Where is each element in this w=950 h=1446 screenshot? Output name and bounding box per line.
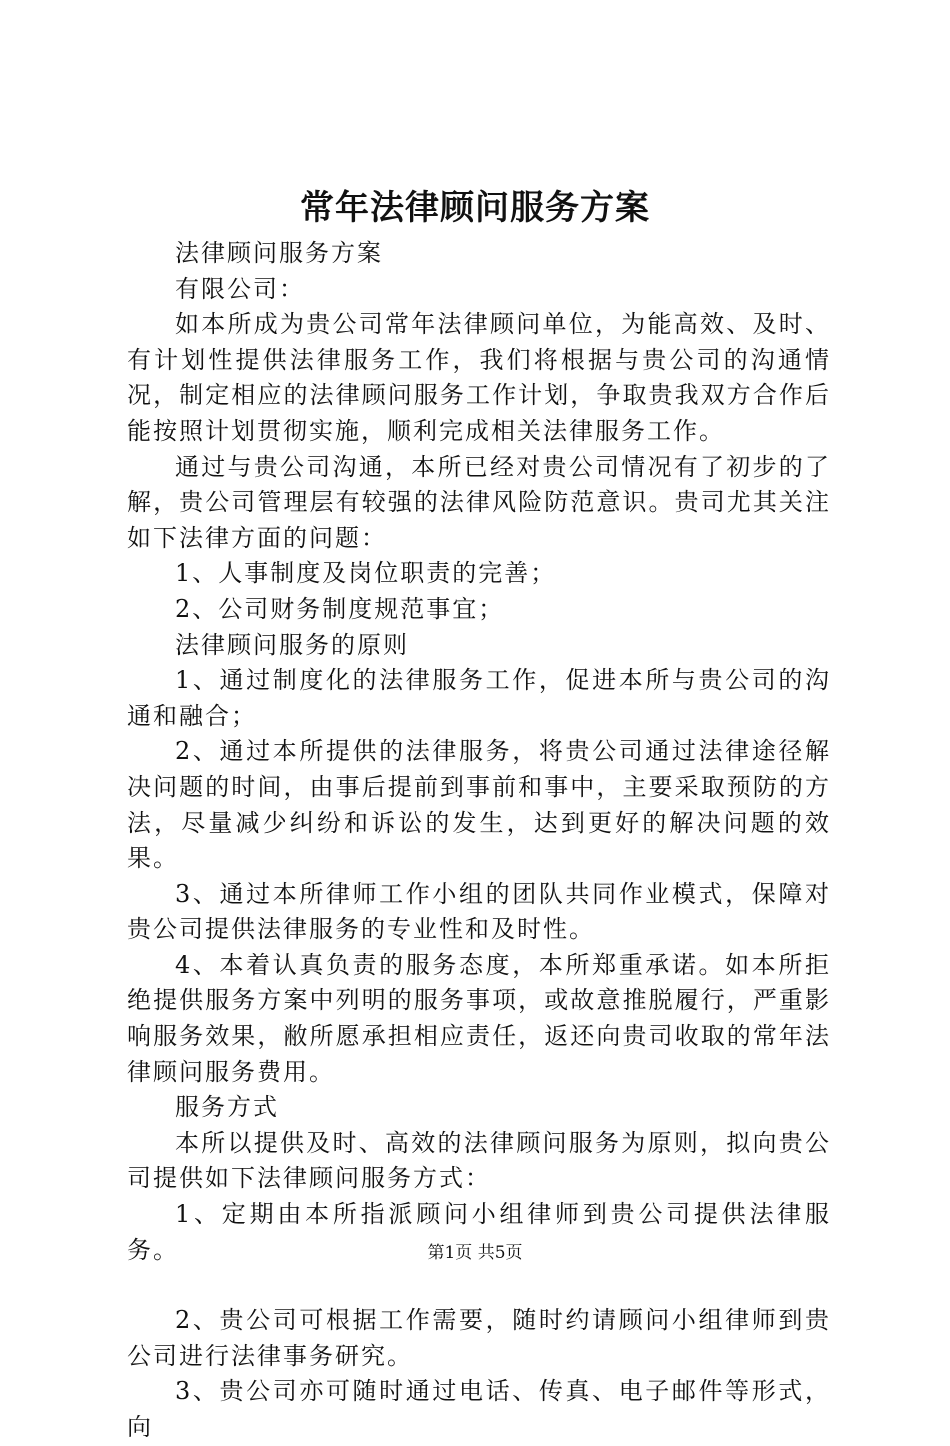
document-title: 常年法律顾问服务方案 (300, 188, 650, 228)
list-item-principle-1: 1、通过制度化的法律服务工作，促进本所与贵公司的沟通和融合； (127, 666, 831, 730)
list-item-principle-4: 4、本着认真负责的服务态度，本所郑重承诺。如本所拒绝提供服务方案中列明的服务事项，或故意推脱履行，严重影响服务效果，敝所愿承担相应责任，返还向贵司收取的常年法律顾问服务费用。 (127, 950, 831, 1086)
paragraph-addressee: 有限公司： (175, 274, 305, 303)
section-heading-service-method: 服务方式 (175, 1093, 279, 1122)
paragraph-service-method-intro: 本所以提供及时、高效的法律顾问服务为原则，拟向贵公司提供如下法律顾问服务方式： (127, 1128, 831, 1193)
list-item-method-2: 2、贵公司可根据工作需要，随时约请顾问小组律师到贵公司进行法律事务研究。 (127, 1306, 831, 1370)
list-item-method-3: 3、贵公司亦可随时通过电话、传真、电子邮件等形式，向 (127, 1377, 831, 1441)
paragraph-heading: 法律顾问服务方案 (175, 239, 383, 267)
list-item-concern-2: 2、公司财务制度规范事宜； (175, 594, 505, 623)
list-item-principle-3: 3、通过本所律师工作小组的团队共同作业模式，保障对贵公司提供法律服务的专业性和及时性。 (127, 879, 831, 944)
list-item-principle-2: 2、通过本所提供的法律服务，将贵公司通过法律途径解决问题的时间，由事后提前到事前和事中，主要采取预防的方法，尽量减少纠纷和诉讼的发生，达到更好的解决问题的效果。 (127, 737, 831, 873)
paragraph-communication: 通过与贵公司沟通，本所已经对贵公司情况有了初步的了解，贵公司管理层有较强的法律风险防范意识。贵司尤其关注如下法律方面的问题： (127, 452, 831, 552)
page-footer: 第1页 共5页 (427, 1243, 523, 1263)
paragraph-intro: 如本所成为贵公司常年法律顾问单位，为能高效、及时、有计划性提供法律服务工作，我们将根据与贵公司的沟通情况，制定相应的法律顾问服务工作计划，争取贵我双方合作后能按照计划贯彻实施，顺利完成相关法律服务工作。 (127, 310, 831, 445)
section-heading-principles: 法律顾问服务的原则 (175, 630, 409, 659)
blank-line (127, 1268, 831, 1303)
list-item-method-1: 1、定期由本所指派顾问小组律师到贵公司提供法律服务。 (127, 1200, 831, 1264)
list-item-concern-1: 1、人事制度及岗位职责的完善； (175, 559, 557, 588)
